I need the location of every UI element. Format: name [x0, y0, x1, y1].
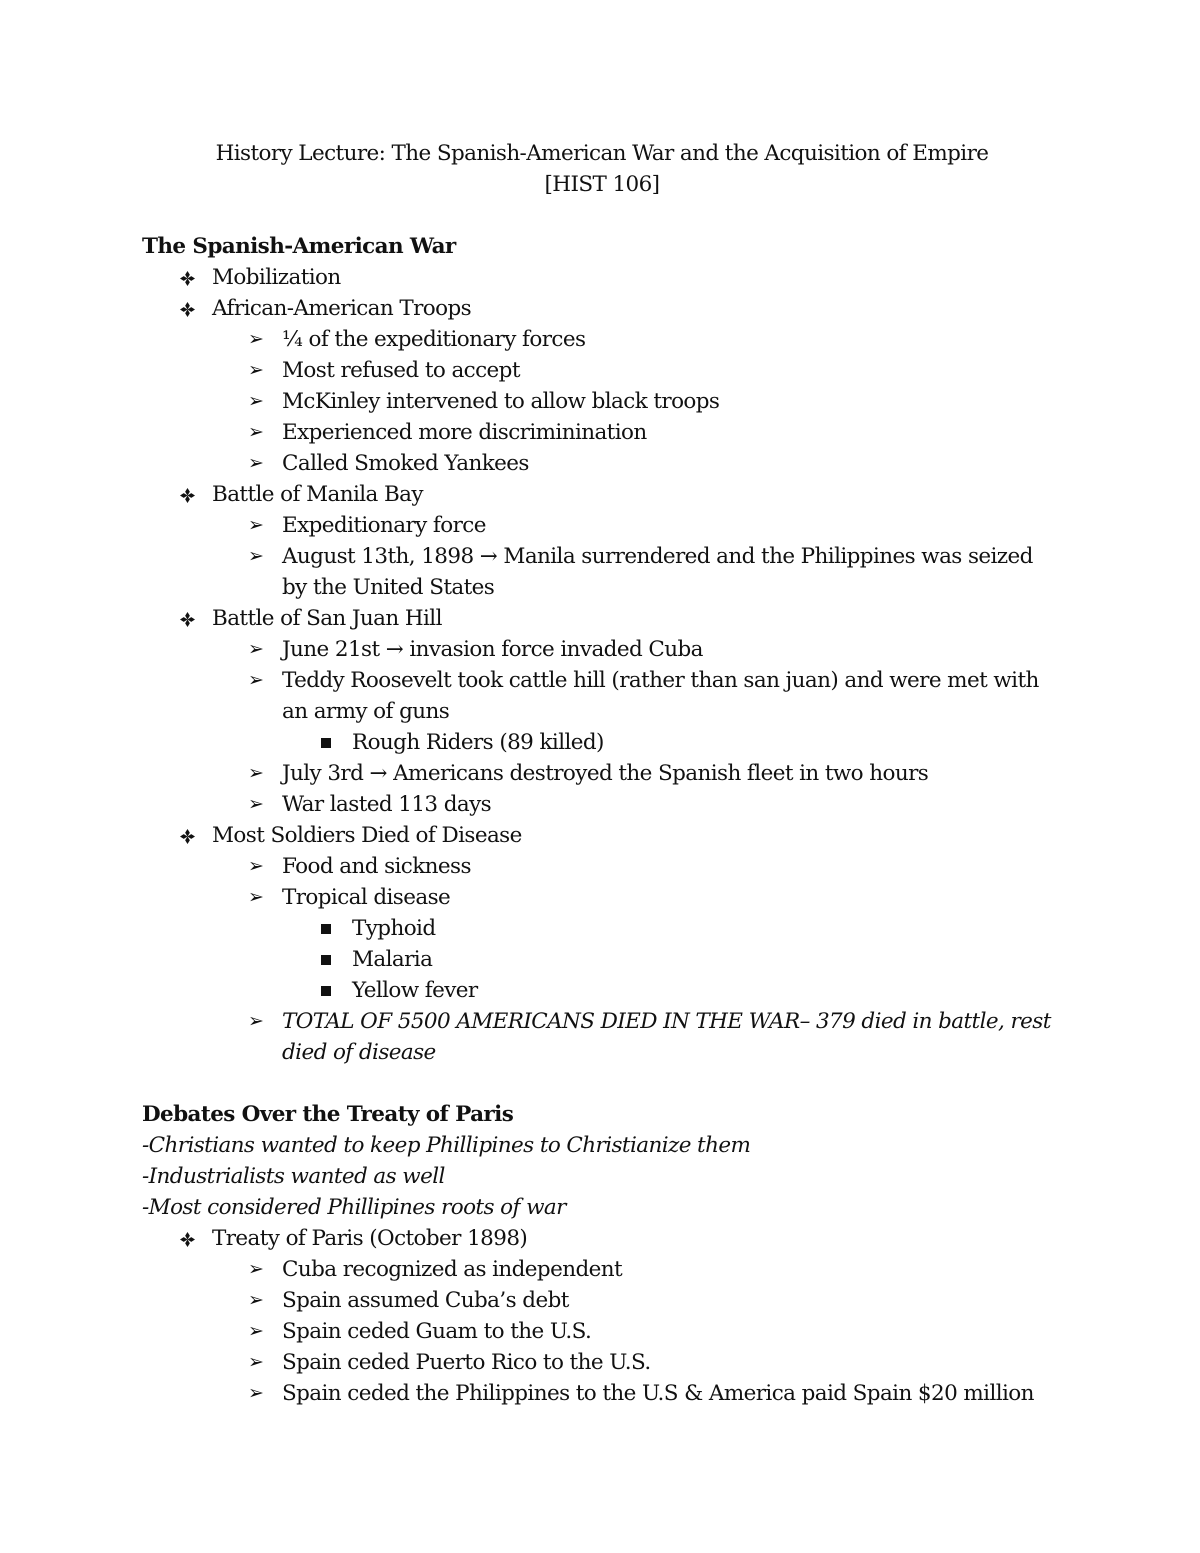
list-item: ➢ Most refused to accept [142, 355, 1062, 386]
document-page [142, 138, 1062, 1409]
list-item: ➢ Spain ceded the Philippines to the U.S & America paid Spain $20 million [142, 1378, 1062, 1409]
arrowhead-bullet-icon: ➢ [248, 762, 264, 784]
list-item: ➢ McKinley intervened to allow black troops [142, 386, 1062, 417]
list-item: ➢ Called Smoked Yankees [142, 448, 1062, 479]
arrowhead-bullet-icon: ➢ [248, 793, 264, 815]
list-item: Rough Riders (89 killed) [142, 727, 1062, 758]
list-item: ➢ Spain ceded Puerto Rico to the U.S. [142, 1347, 1062, 1378]
list-item: Malaria [142, 944, 1062, 975]
outline-list-treaty [142, 1223, 1062, 1409]
note-line: -Industrialists wanted as well [142, 1164, 445, 1189]
list-item: ➢ July 3rd → Americans destroyed the Spanish fleet in two hours [142, 758, 1062, 789]
list-item: Battle of Manila Bay [142, 479, 1062, 510]
list-item: Most Soldiers Died of Disease [142, 820, 1062, 851]
arrowhead-bullet-icon: ➢ [248, 886, 264, 908]
list-item: ➢ Food and sickness [142, 851, 1062, 882]
outline-list-war [142, 262, 1062, 1068]
list-item: ➢ Experienced more discriminination [142, 417, 1062, 448]
section-heading-spanish-american-war: The Spanish-American War [142, 234, 456, 259]
arrowhead-bullet-icon: ➢ [248, 1289, 264, 1311]
list-item: Mobilization [142, 262, 1062, 293]
list-item: Typhoid [142, 913, 1062, 944]
list-item: ➢ Tropical disease [142, 882, 1062, 913]
arrowhead-bullet-icon: ➢ [248, 421, 264, 443]
four-diamond-bullet-icon [180, 603, 204, 634]
list-item: ➢ August 13th, 1898 → Manila surrendered and the Philippines was seized by the United States [142, 541, 1062, 603]
list-item: ➢ Teddy Roosevelt took cattle hill (rather than san juan) and were met with an army of guns [142, 665, 1062, 727]
arrowhead-bullet-icon: ➢ [248, 514, 264, 536]
black-square-bullet-icon [318, 727, 342, 758]
black-square-bullet-icon [318, 975, 342, 1006]
note-line: -Christians wanted to keep Phillipines to Christianize them [142, 1133, 751, 1158]
course-code: [HIST 106] [544, 172, 660, 197]
list-item: ➢ ¼ of the expeditionary forces [142, 324, 1062, 355]
document-header [142, 138, 1062, 200]
document-title: History Lecture: The Spanish-American War and the Acquisition of Empire [215, 141, 989, 166]
list-item: Treaty of Paris (October 1898) [142, 1223, 1062, 1254]
four-diamond-bullet-icon [180, 1223, 204, 1254]
list-item: ➢ TOTAL OF 5500 AMERICANS DIED IN THE WAR– 379 died in battle, rest died of disease [142, 1006, 1062, 1068]
list-item: Battle of San Juan Hill [142, 603, 1062, 634]
black-square-bullet-icon [318, 913, 342, 944]
section-heading-treaty-of-paris: Debates Over the Treaty of Paris [142, 1102, 514, 1127]
list-item: Yellow fever [142, 975, 1062, 1006]
arrowhead-bullet-icon: ➢ [248, 1010, 264, 1032]
list-item: ➢ Spain assumed Cuba’s debt [142, 1285, 1062, 1316]
list-item: ➢ Expeditionary force [142, 510, 1062, 541]
list-item: ➢ June 21st → invasion force invaded Cuba [142, 634, 1062, 665]
arrowhead-bullet-icon: ➢ [248, 1320, 264, 1342]
arrowhead-bullet-icon: ➢ [248, 359, 264, 381]
arrowhead-bullet-icon: ➢ [248, 328, 264, 350]
list-item: African-American Troops [142, 293, 1062, 324]
arrowhead-bullet-icon: ➢ [248, 1351, 264, 1373]
arrowhead-bullet-icon: ➢ [248, 669, 264, 691]
arrowhead-bullet-icon: ➢ [248, 452, 264, 474]
arrowhead-bullet-icon: ➢ [248, 855, 264, 877]
arrowhead-bullet-icon: ➢ [248, 1382, 264, 1404]
arrowhead-bullet-icon: ➢ [248, 638, 264, 660]
four-diamond-bullet-icon [180, 820, 204, 851]
list-item: ➢ Spain ceded Guam to the U.S. [142, 1316, 1062, 1347]
arrowhead-bullet-icon: ➢ [248, 1258, 264, 1280]
arrowhead-bullet-icon: ➢ [248, 390, 264, 412]
four-diamond-bullet-icon [180, 262, 204, 293]
four-diamond-bullet-icon [180, 479, 204, 510]
list-item: ➢ War lasted 113 days [142, 789, 1062, 820]
black-square-bullet-icon [318, 944, 342, 975]
four-diamond-bullet-icon [180, 293, 204, 324]
list-item: ➢ Cuba recognized as independent [142, 1254, 1062, 1285]
note-line: -Most considered Phillipines roots of war [142, 1195, 566, 1220]
arrowhead-bullet-icon: ➢ [248, 545, 264, 567]
